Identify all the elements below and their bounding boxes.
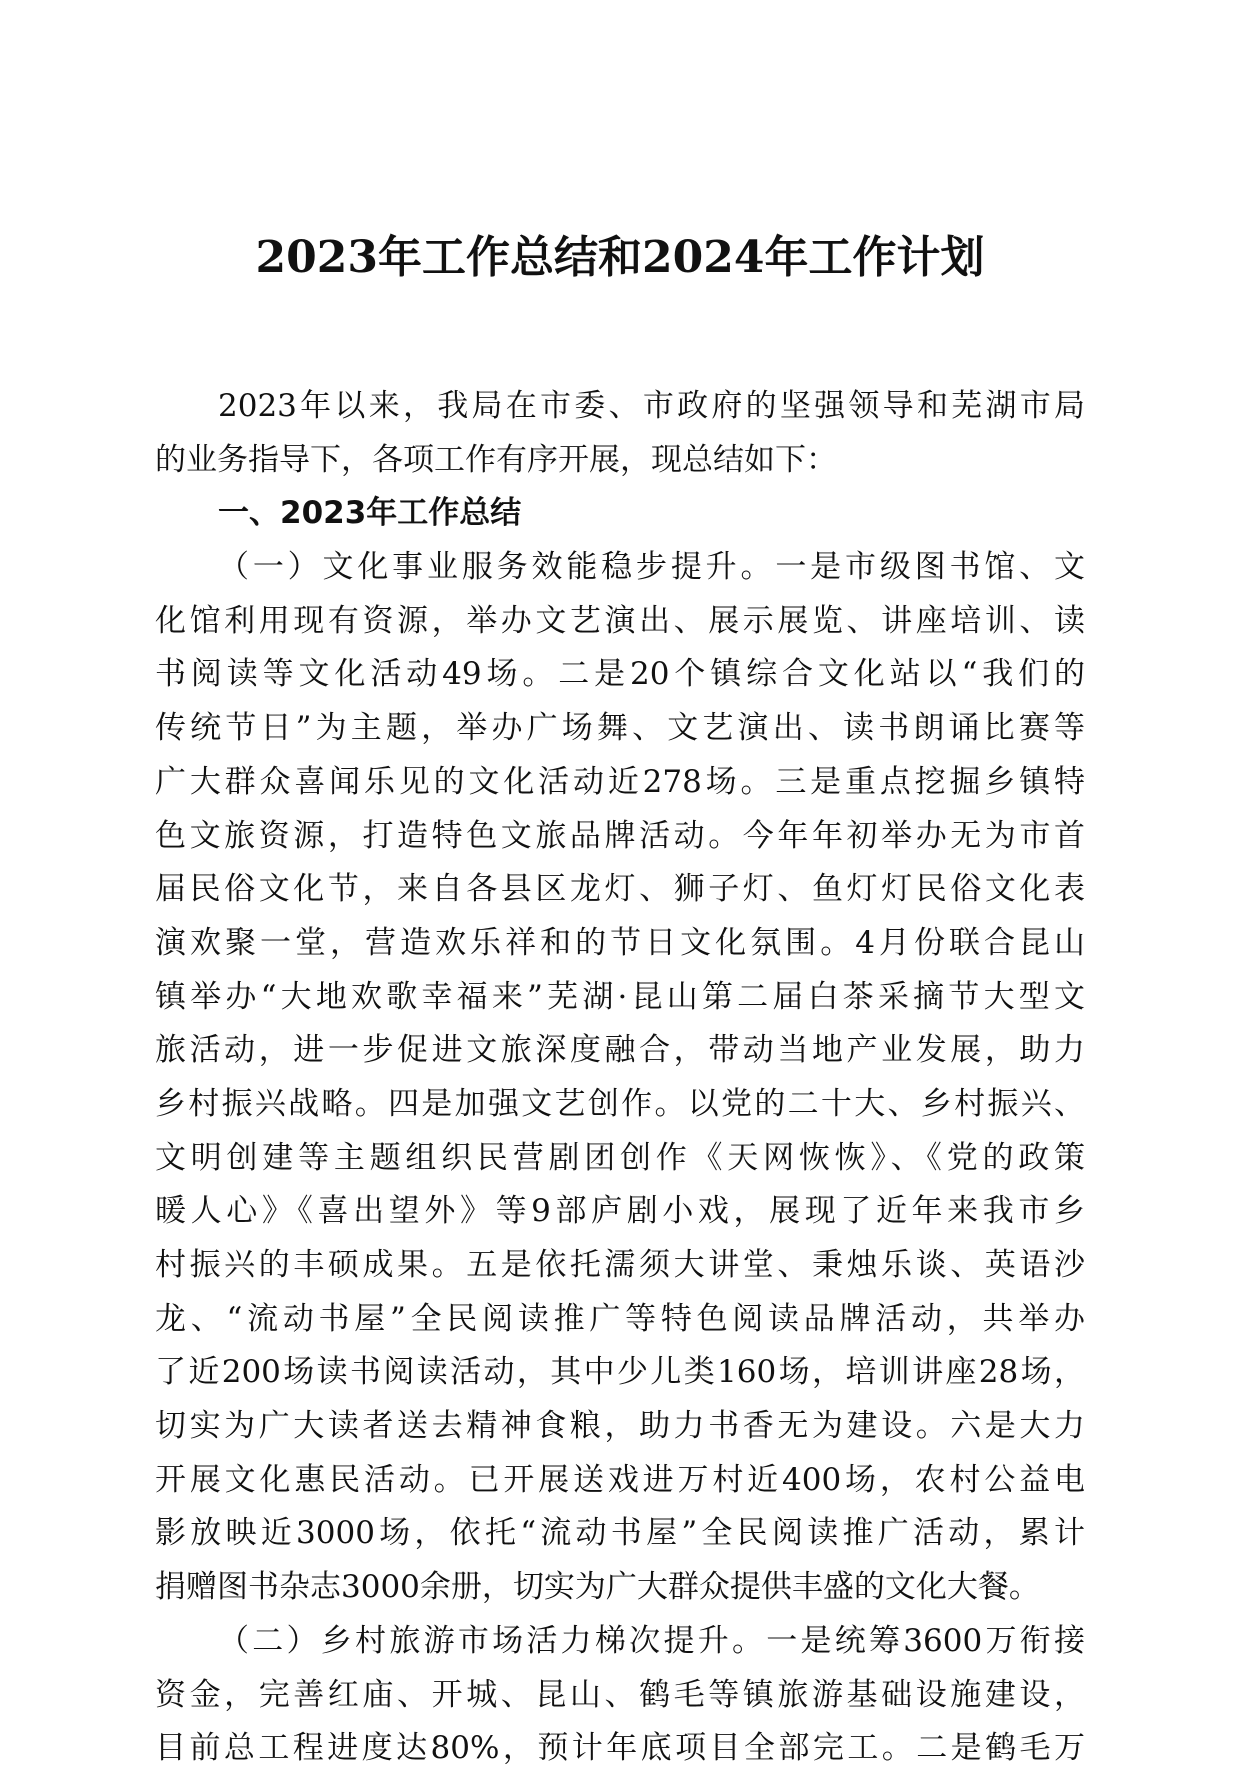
- paragraph-line: （二）乡村旅游市场活力梯次提升。一是统筹3600万衔接: [218, 1622, 1085, 1659]
- paragraph-line: 了近200场读书阅读活动，其中少儿类160场，培训讲座28场，: [155, 1354, 1085, 1391]
- paragraph-line: 广大群众喜闻乐见的文化活动近278场。三是重点挖掘乡镇特: [155, 763, 1085, 800]
- paragraph-line: 镇举办“大地欢歌幸福来”芜湖·昆山第二届白茶采摘节大型文: [155, 978, 1085, 1015]
- paragraph-line: 捐赠图书杂志3000余册，切实为广大群众提供丰盛的文化大餐。: [155, 1569, 1040, 1606]
- section-heading: 一、2023年工作总结: [218, 495, 522, 532]
- paragraph-line: 资金，完善红庙、开城、昆山、鹤毛等镇旅游基础设施建设，: [155, 1676, 1085, 1713]
- paragraph-line: 书阅读等文化活动49场。二是20个镇综合文化站以“我们的: [155, 656, 1085, 693]
- paragraph-line: 切实为广大读者送去精神食粮，助力书香无为建设。六是大力: [155, 1408, 1085, 1445]
- paragraph-line: 开展文化惠民活动。已开展送戏进万村近400场，农村公益电: [155, 1461, 1085, 1498]
- paragraph-line: 目前总工程进度达80%，预计年底项目全部完工。二是鹤毛万: [155, 1730, 1085, 1767]
- paragraph-line: 文明创建等主题组织民营剧团创作《天网恢恢》、《党的政策: [155, 1139, 1085, 1176]
- document-body: [155, 380, 1085, 1776]
- paragraph-line: 暖人心》《喜出望外》等9部庐剧小戏，展现了近年来我市乡: [155, 1193, 1085, 1230]
- paragraph-line: 乡村振兴战略。四是加强文艺创作。以党的二十大、乡村振兴、: [155, 1085, 1085, 1122]
- paragraph-line: （一）文化事业服务效能稳步提升。一是市级图书馆、文: [218, 549, 1085, 586]
- paragraph-line: 传统节日”为主题，举办广场舞、文艺演出、读书朗诵比赛等: [155, 710, 1085, 747]
- paragraph-line: 旅活动，进一步促进文旅深度融合，带动当地产业发展，助力: [155, 1032, 1085, 1069]
- paragraph-line: 龙、“流动书屋”全民阅读推广等特色阅读品牌活动，共举办: [155, 1300, 1085, 1337]
- paragraph-line: 演欢聚一堂，营造欢乐祥和的节日文化氛围。4月份联合昆山: [155, 924, 1085, 961]
- paragraph-line: 的业务指导下，各项工作有序开展，现总结如下：: [155, 441, 837, 478]
- paragraph-line: 村振兴的丰硕成果。五是依托濡须大讲堂、秉烛乐谈、英语沙: [155, 1247, 1085, 1283]
- document-title: 2023年工作总结和2024年工作计划: [255, 232, 985, 283]
- paragraph-line: 化馆利用现有资源，举办文艺演出、展示展览、讲座培训、读: [155, 602, 1085, 639]
- paragraph-line: 色文旅资源，打造特色文旅品牌活动。今年年初举办无为市首: [155, 817, 1085, 854]
- paragraph-line: 届民俗文化节，来自各县区龙灯、狮子灯、鱼灯灯民俗文化表: [155, 871, 1085, 908]
- paragraph-line: 2023年以来，我局在市委、市政府的坚强领导和芜湖市局: [218, 388, 1085, 424]
- paragraph-line: 影放映近3000场，依托“流动书屋”全民阅读推广活动，累计: [155, 1515, 1085, 1552]
